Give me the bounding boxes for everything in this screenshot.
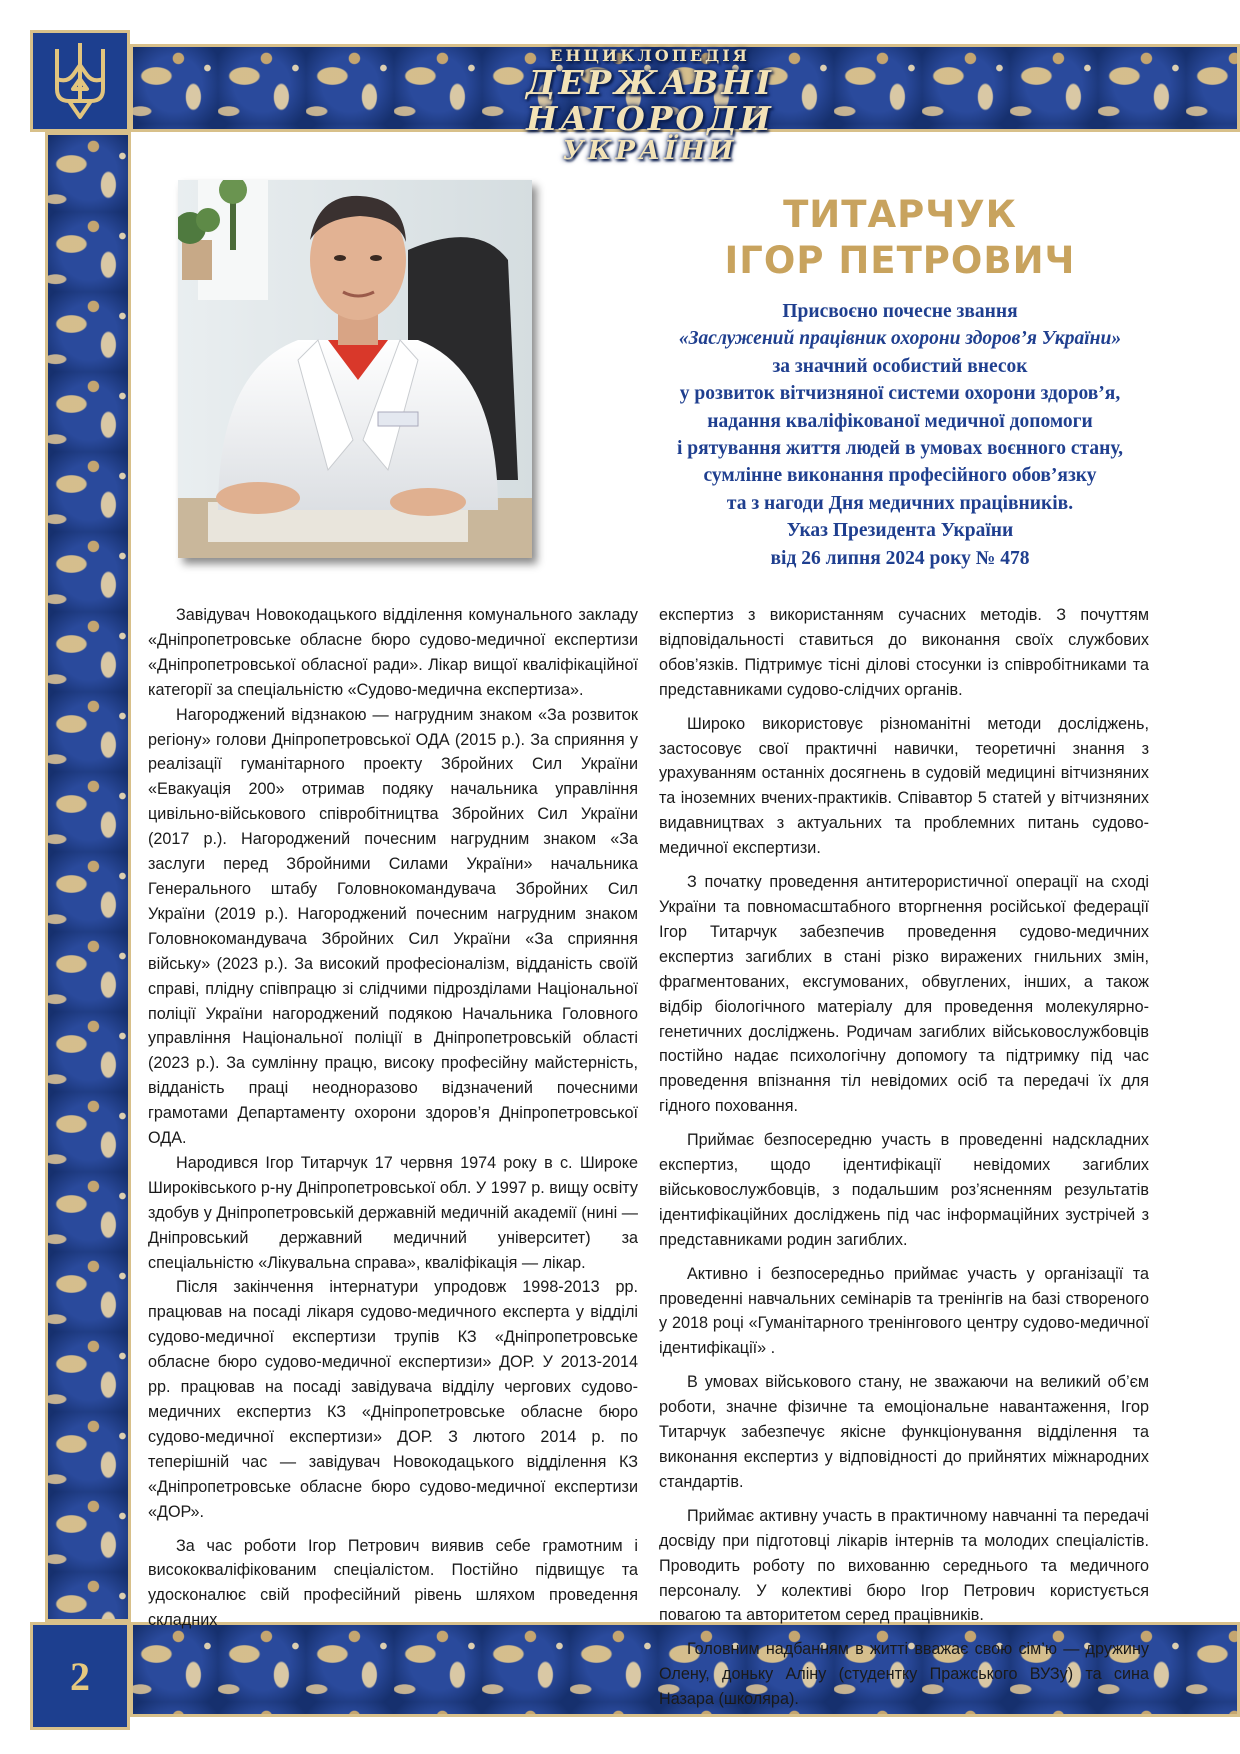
paragraph: Широко використовує різноманітні методи досліджень, застосовує свої практичні навички, теоретичні знання з урахуванням останніх досягнень в судовій медицині вітчизняних та іноземних вчених-практиків. Співавтор 5 статей у вітчизняних видавництвах з актуальних та проблемних питань судово-медичної експертизи. xyxy=(659,714,1149,858)
decree-line: сумлінне виконання професійного обов’язку xyxy=(703,465,1097,487)
decree-line: за значний особистий внесок xyxy=(772,355,1028,377)
decree-line: і рятування життя людей в умовах воєнного стану, xyxy=(676,438,1123,460)
paragraph: експертиз з використанням сучасних методів. З почуттям відповідальності ставиться до виконання своїх службових обов’язків. Підтримує тісні ділові стосунки із співробітниками та представниками судово-слідчих органів. xyxy=(659,606,1149,699)
trident-emblem-icon xyxy=(51,39,109,123)
person-given-names: ІГОР ПЕТРОВИЧ xyxy=(724,239,1076,282)
page-number-box xyxy=(30,1622,130,1730)
decree-line: Указ Президента України xyxy=(786,520,1014,542)
paragraph: Приймає активну участь в практичному навчанні та передачі досвіду при підготовці лікарів інтернів та молодих спеціалістів. Проводить роботу по вихованню середнього та медичного персоналу. У колективі бюро Ігор Петрович користується повагою та авторитетом серед працівників. xyxy=(659,1506,1149,1625)
paragraph: З початку проведення антитерористичної операції на сході України та повномасштабного вторгнення російської федерації Ігор Титарчук забезпечив проведення судово-медичних експертиз загиблих в стані різко виражених гнильних змін, фрагментованих, ексгумованих, обвуглених, інших, а також відбір біологічного матеріалу для проведення молекулярно-генетичних досліджень. Родичам загиблих військовослужбовців постійно надає психологічну допомогу та підтримку під час проведення впізнання тіл невідомих осіб та передачі їх для гідного поховання. xyxy=(659,873,1149,1116)
person-surname: ТИТАРЧУК xyxy=(783,193,1017,236)
paragraph: Активно і безпосередньо приймає участь у організації та проведенні навчальних семінарів та тренінгів на базі створеного у 2018 році «Гуманітарного тренінгового центру судово-медичної ідентифікації» . xyxy=(659,1264,1149,1358)
decree-line: у розвиток вітчизняної системи охорони здоров’я, xyxy=(679,383,1121,405)
award-decree xyxy=(600,298,1200,572)
decree-line: від 26 липня 2024 року № 478 xyxy=(770,547,1030,569)
portrait-photo xyxy=(178,180,532,558)
biography-column-left xyxy=(148,603,638,1633)
page-number: 2 xyxy=(70,1653,90,1699)
encyclopedia-title xyxy=(440,46,860,166)
biography-column-right xyxy=(659,603,1149,1712)
series-title-line3: УКРАЇНИ xyxy=(562,136,738,166)
decree-title-line: «Заслужений працівник охорони здоров’я України» xyxy=(678,328,1122,350)
paragraph: Нагороджений відзнакою — нагрудним знаком «За розвиток регіону» голови Дніпропетровської ОДА (2015 р.). За сприяння у реалізації гуманітарного проекту Збройних Сил України «Евакуація 200» отримав подяку начальника управління цивільно-військового співробітництва Збройних Сил України (2017 р.). Нагороджений почесним нагрудним знаком «За заслуги перед Збройними Силами України» начальника Генерального штабу Головнокомандувача Збройних Сил України (2019 р.). Нагороджений почесним нагрудним знаком Головнокомандувача Збройних Сил України «За сприяння війську» (2023 р.). За високий професіоналізм, відданість своїй справі, плідну співпрацю зі слідчими підрозділами Національної поліції України нагороджений подякою Начальника Головного управління Національної поліції в Дніпропетровській області (2023 р.). За сумлінну працю, високу професійну майстерність, відданість праці неодноразово відзначений почесними грамотами Департаменту охорони здоров’я Дніпропетровської ОДА. xyxy=(148,705,638,1148)
paragraph: Завідувач Новокодацького відділення комунального закладу «Дніпропетровське обласне бюро судово-медичної експертизи «Дніпропетровської обласної ради». Лікар вищої кваліфікаційної категорії за спеціальністю «Судово-медична експертиза». xyxy=(148,606,638,699)
decree-line: надання кваліфікованої медичної допомоги xyxy=(707,410,1093,432)
paragraph: В умовах військового стану, не зважаючи на великий об’єм роботи, значне фізичне та емоціональне навантаження, Ігор Титарчук забезпечує якісне функціонування відділення та виконання експертиз у відповідності до прийнятих міжнародних стандартів. xyxy=(659,1373,1149,1491)
paragraph: Після закінчення інтернатури упродовж 1998-2013 рр. працював на посаді лікаря судово-медичного експерта у відділі судово-медичної експертизи трупів КЗ «Дніпропетровське обласне бюро судово-медичної експертизи» ДОР. У 2013-2014 рр. працював на посаді завідувача відділу чергових судово-медичних експертиз КЗ «Дніпропетровське обласне бюро судово-медичної експертизи» ДОР. З лютого 2014 р. по теперішній час — завідувач Новокодацького відділення КЗ «Дніпропетровське обласне бюро судово-медичної експертизи «ДОР». xyxy=(148,1278,638,1521)
series-title-line1: ЕНЦИКЛОПЕДІЯ xyxy=(550,46,750,65)
paragraph: Народився Ігор Титарчук 17 червня 1974 року в с. Широке Широківського р-ну Дніпропетровської обл. У 1997 р. вищу освіту здобув у Дніпропетровській державній медичній академії (нині — Дніпровський державний медичний університет) за спеціальністю «Лікувальна справа», кваліфікація — лікар. xyxy=(148,1153,638,1272)
emblem-box xyxy=(30,30,130,132)
series-title-line2: ДЕРЖАВНІ НАГОРОДИ xyxy=(526,63,774,138)
paragraph: Приймає безпосередню участь в проведенні надскладних експертиз, щодо ідентифікації невідомих загиблих військовослужбовців, з подальшим роз’ясненням результатів ідентифікаційних досліджень під час інформаційних зустрічей з представниками родин загиблих. xyxy=(659,1131,1149,1249)
ornamental-border-left xyxy=(45,132,131,1622)
person-name xyxy=(600,192,1200,284)
paragraph: Головним надбанням в житті вважає свою сім’ю — дружину Олену, доньку Аліну (студентку Пражського ВУЗу) та сина Назара (школяра). xyxy=(659,1640,1149,1709)
paragraph: За час роботи Ігор Петрович виявив себе грамотним і висококваліфікованим спеціалістом. Постійно підвищує та удосконалює свій професійний рівень шляхом проведення складних xyxy=(148,1536,638,1630)
decree-line: та з нагоди Дня медичних працівників. xyxy=(726,492,1074,514)
decree-line: Присвоєно почесне звання xyxy=(782,301,1018,322)
